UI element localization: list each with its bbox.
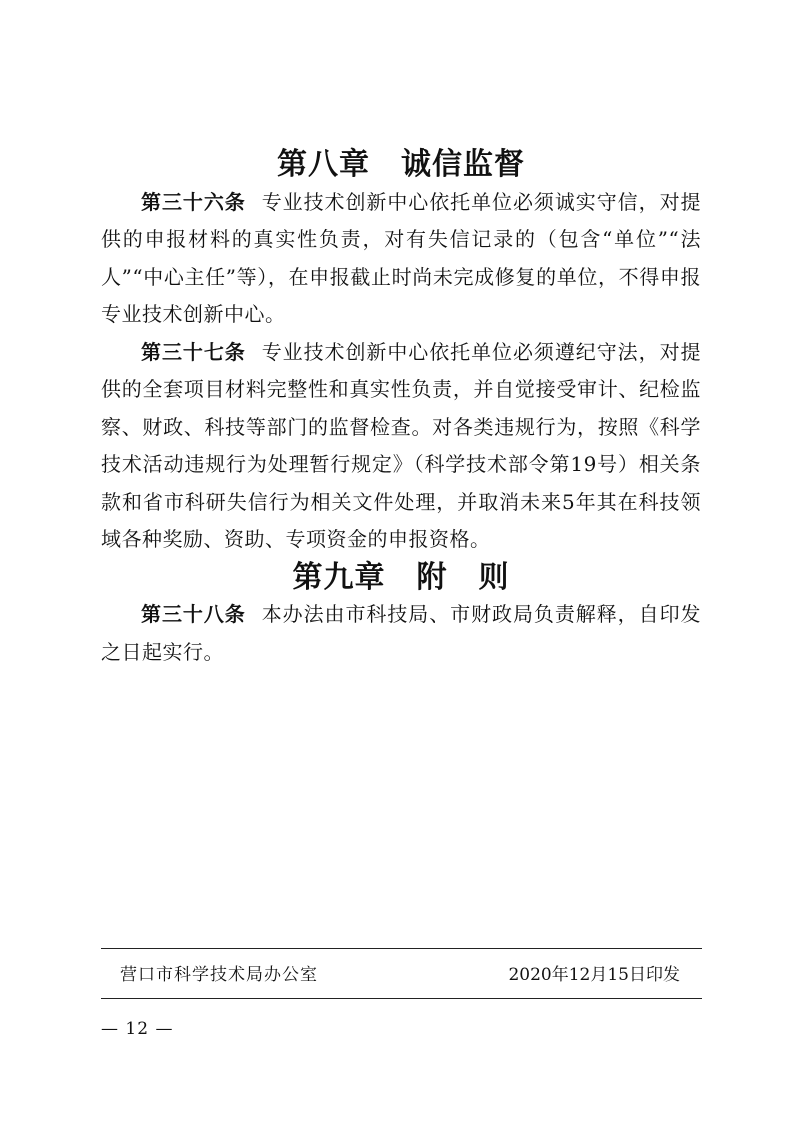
article-36-text: 专业技术创新中心依托单位必须诚实守信，对提供的申报材料的真实性负责，对有失信记录的（包含“单位”“法人”“中心主任”等），在申报截止时尚未完成修复的单位，不得申报专业技术创新中心。 — [101, 189, 702, 326]
chapter-8-title: 第八章 诚信监督 — [277, 147, 525, 182]
article-36 — [101, 184, 701, 334]
article-37-number: 第三十七条 — [141, 339, 246, 364]
article-38-text: 本办法由市科技局、市财政局负责解释，自印发之日起实行。 — [101, 602, 702, 664]
page-number: — 12 — — [101, 1019, 174, 1039]
article-37 — [101, 334, 701, 559]
article-38 — [101, 596, 701, 671]
article-36-number: 第三十六条 — [141, 189, 246, 214]
chapter-9-title: 第九章 附 则 — [292, 559, 510, 595]
article-37-text: 专业技术创新中心依托单位必须遵纪守法，对提供的全套项目材料完整性和真实性负责，并自觉接受审计、纪检监察、财政、科技等部门的监督检查。对各类违规行为，按照《科学技术活动违规行为处理暂行规定》（科学技术部令第19号）相关条款和省市科研失信行为相关文件处理，并取消未来5年其在科技领域各种奖励、资助、专项资金的申报资格。 — [101, 339, 702, 551]
document-body — [101, 146, 701, 671]
footer-issuer: 营口市科学技术局办公室 — [120, 965, 318, 985]
footer-date: 2020年12月15日印发 — [508, 965, 680, 985]
footer-top-rule — [101, 948, 702, 949]
article-38-number: 第三十八条 — [141, 602, 246, 626]
footer-bottom-rule — [101, 998, 702, 999]
